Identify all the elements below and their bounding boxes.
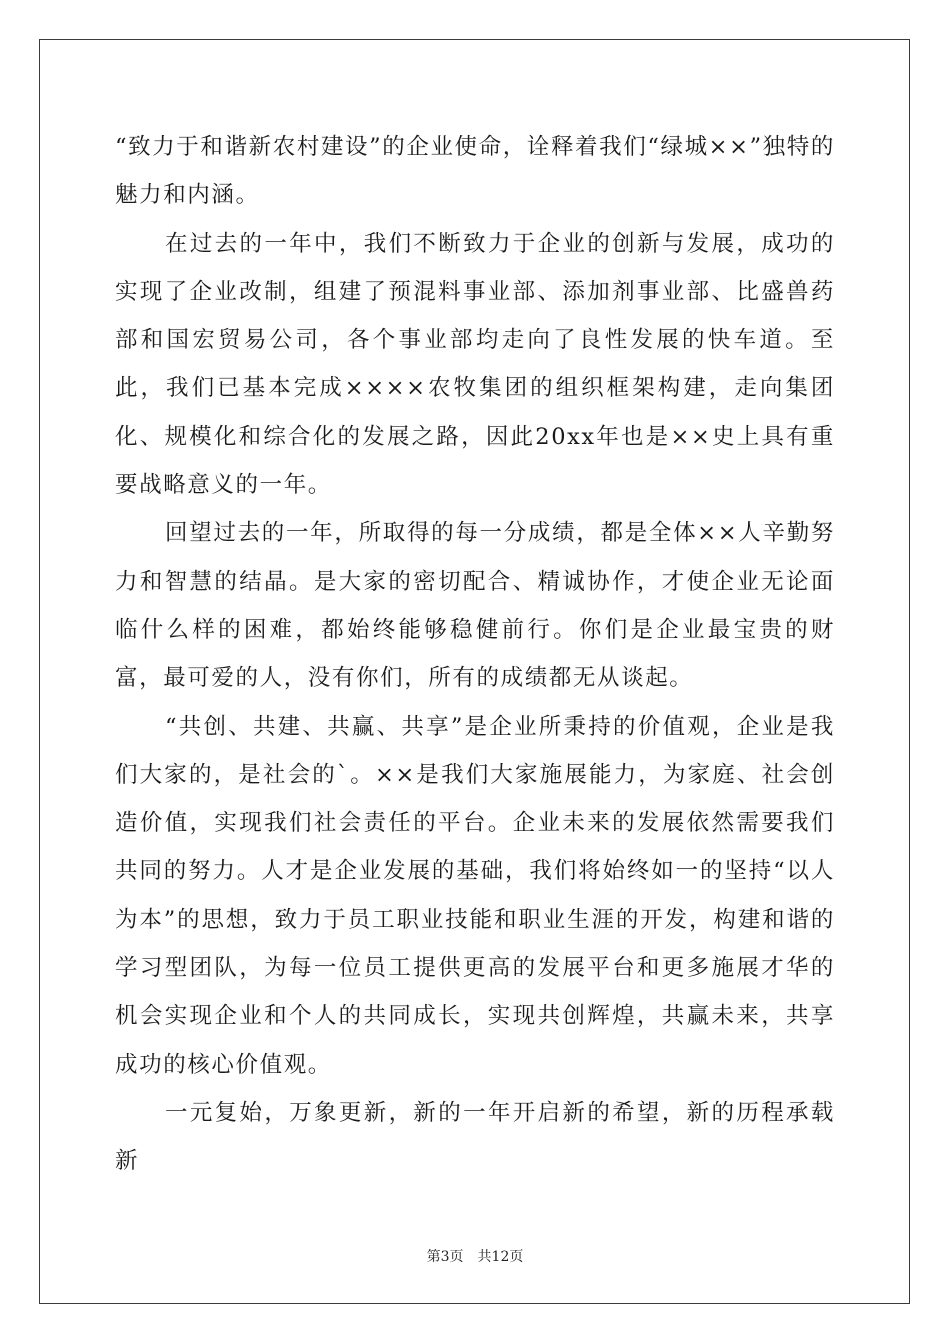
document-body [115, 123, 835, 1186]
paragraph: 回望过去的一年，所取得的每一分成绩，都是全体××人辛勤努力和智慧的结晶。是大家的密切配合、精诚协作，才使企业无论面临什么样的困难，都始终能够稳健前行。你们是企业最宝贵的财富，最可爱的人，没有你们，所有的成绩都无从谈起。 [115, 520, 835, 692]
paragraph: 在过去的一年中，我们不断致力于企业的创新与发展，成功的实现了企业改制，组建了预混料事业部、添加剂事业部、比盛兽药部和国宏贸易公司，各个事业部均走向了良性发展的快车道。至此，我们已基本完成××××农牧集团的组织框架构建，走向集团化、规模化和综合化的发展之路，因此20xx年也是××史上具有重要战略意义的一年。 [115, 230, 835, 499]
page-number: 第3页 [426, 1249, 464, 1265]
paragraph: 一元复始，万象更新，新的一年开启新的希望，新的历程承载新 [115, 1099, 835, 1175]
page-footer [0, 1246, 950, 1266]
paragraph: “致力于和谐新农村建设”的企业使命，诠释着我们“绿城××”独特的魅力和内涵。 [115, 134, 835, 209]
page-total: 共12页 [477, 1249, 524, 1265]
paragraph: “共创、共建、共赢、共享”是企业所秉持的价值观，企业是我们大家的，是社会的`。××是我们大家施展能力，为家庭、社会创造价值，实现我们社会责任的平台。企业未来的发展依然需要我们共同的努力。人才是企业发展的基础，我们将始终如一的坚持“以人为本”的思想，致力于员工职业技能和职业生涯的开发，构建和谐的学习型团队，为每一位员工提供更高的发展平台和更多施展才华的机会实现企业和个人的共同成长，实现共创辉煌，共赢未来，共享成功的核心价值观。 [115, 713, 835, 1078]
